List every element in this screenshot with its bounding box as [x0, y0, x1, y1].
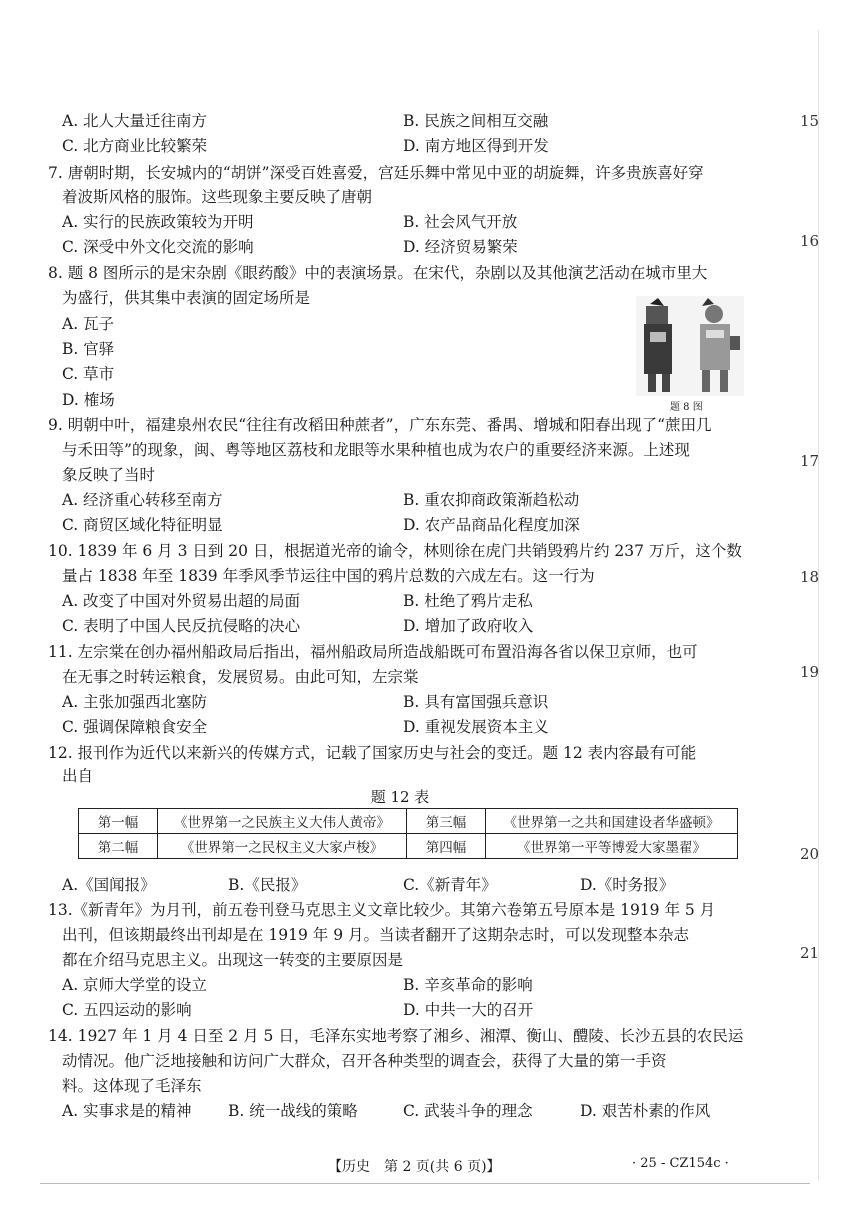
q7-stem-2: 着波斯风格的服饰。这些现象主要反映了唐朝 — [62, 188, 373, 206]
q13-stem-1: 13.《新青年》为月刊，前五卷刊登马克思主义文章比较少。其第六卷第五号原本是 1919 年 5 月 — [48, 901, 716, 919]
table-row — [79, 834, 738, 859]
q12-option-b: B.《民报》 — [228, 876, 307, 894]
q8-stem-2: 为盛行，供其集中表演的固定场所是 — [62, 289, 311, 307]
margin-number: 16 — [800, 232, 820, 250]
q8-option-b: B. 官驿 — [62, 340, 115, 358]
q8-option-d: D. 榷场 — [62, 391, 115, 409]
page-edge-divider — [818, 30, 819, 1180]
q8-stem-1: 8. 题 8 图所示的是宋杂剧《眼药酸》中的表演场景。在宋代，杂剧以及其他演艺活动在城市里大 — [48, 264, 708, 282]
q7-option-a: A. 实行的民族政策较为开明 — [62, 213, 254, 231]
q7-option-b: B. 社会风气开放 — [403, 213, 518, 231]
table-cell: 《世界第一之民权主义大家卢梭》 — [158, 834, 407, 859]
table-cell: 《世界第一之民族主义大伟人黄帝》 — [158, 809, 407, 834]
q12-table — [78, 808, 738, 859]
q13-option-d: D. 中共一大的召开 — [403, 1001, 534, 1019]
table-cell: 《世界第一平等博爱大家墨翟》 — [486, 834, 738, 859]
q8-option-a: A. 瓦子 — [62, 315, 115, 333]
q8-figure-opera-scene — [636, 296, 744, 396]
margin-number: 19 — [800, 663, 820, 681]
q10-option-c: C. 表明了中国人民反抗侵略的决心 — [62, 617, 301, 635]
q14-stem-2: 动情况。他广泛地接触和访问广大群众，召开各种类型的调查会，获得了大量的第一手资 — [62, 1052, 667, 1070]
q11-option-d: D. 重视发展资本主义 — [403, 718, 549, 736]
q10-stem-1: 10. 1839 年 6 月 3 日到 20 日，根据道光帝的谕令，林则徐在虎门共销毁鸦片约 237 万斤，这个数 — [48, 542, 742, 560]
q8-option-c: C. 草市 — [62, 365, 115, 383]
q11-option-c: C. 强调保障粮食安全 — [62, 718, 208, 736]
table-cell: 第二幅 — [79, 834, 158, 859]
q9-option-a: A. 经济重心转移至南方 — [62, 491, 223, 509]
q14-option-a: A. 实事求是的精神 — [62, 1102, 192, 1120]
table-cell: 第一幅 — [79, 809, 158, 834]
q7-option-d: D. 经济贸易繁荣 — [403, 238, 518, 256]
margin-number: 18 — [800, 568, 820, 586]
footer-code: · 25 - CZ154c · — [632, 1156, 729, 1171]
q11-option-a: A. 主张加强西北塞防 — [62, 693, 208, 711]
q13-stem-3: 都在介绍马克思主义。出现这一转变的主要原因是 — [62, 951, 404, 969]
q9-stem-3: 象反映了当时 — [62, 466, 156, 484]
q12-table-caption: 题 12 表 — [370, 788, 430, 806]
q8-figure-caption: 题 8 图 — [670, 402, 703, 413]
q10-option-d: D. 增加了政府收入 — [403, 617, 534, 635]
q10-option-a: A. 改变了中国对外贸易出超的局面 — [62, 592, 301, 610]
q6-option-d: D. 南方地区得到开发 — [403, 137, 549, 155]
margin-number: 21 — [800, 944, 820, 962]
q9-stem-1: 9. 明朝中叶，福建泉州农民“往往有改稻田种蔗者”，广东东莞、番禺、增城和阳春出现了“蔗田几 — [48, 416, 712, 434]
q14-option-d: D. 艰苦朴素的作风 — [580, 1102, 711, 1120]
margin-number: 20 — [800, 845, 820, 863]
q11-option-b: B. 具有富国强兵意识 — [403, 693, 549, 711]
q11-stem-2: 在无事之时转运粮食，发展贸易。由此可知，左宗棠 — [62, 668, 419, 686]
q13-option-c: C. 五四运动的影响 — [62, 1001, 192, 1019]
q13-option-b: B. 辛亥革命的影响 — [403, 976, 533, 994]
q6-option-c: C. 北方商业比较繁荣 — [62, 137, 208, 155]
q13-stem-2: 出刊，但该期最终出刊却是在 1919 年 9 月。当读者翻开了这期杂志时，可以发现整本杂志 — [62, 926, 690, 944]
q7-option-c: C. 深受中外文化交流的影响 — [62, 238, 254, 256]
bottom-divider — [40, 1183, 810, 1184]
q10-stem-2: 量占 1838 年至 1839 年季风季节运往中国的鸦片总数的六成左右。这一行为 — [62, 567, 595, 585]
margin-number: 17 — [800, 452, 820, 470]
q6-option-a: A. 北人大量迁往南方 — [62, 112, 208, 130]
q13-option-a: A. 京师大学堂的设立 — [62, 976, 208, 994]
q12-option-c: C.《新青年》 — [403, 876, 497, 894]
q14-stem-1: 14. 1927 年 1 月 4 日至 2 月 5 日，毛泽东实地考察了湘乡、湘潭、衡山、醴陵、长沙五县的农民运 — [48, 1027, 744, 1045]
q6-option-b: B. 民族之间相互交融 — [403, 112, 549, 130]
q10-option-b: B. 杜绝了鸦片走私 — [403, 592, 533, 610]
q9-option-c: C. 商贸区域化特征明显 — [62, 516, 223, 534]
q9-option-b: B. 重农抑商政策渐趋松动 — [403, 491, 580, 509]
table-cell: 第四幅 — [407, 834, 486, 859]
footer-page-info: 【历史 第 2 页(共 6 页)】 — [328, 1159, 501, 1175]
q9-stem-2: 与禾田等”的现象，闽、粤等地区荔枝和龙眼等水果种植也成为农户的重要经济来源。上述现 — [62, 441, 690, 459]
q12-option-d: D.《时务报》 — [580, 876, 675, 894]
q12-stem-2: 出自 — [62, 767, 94, 785]
table-cell: 第三幅 — [407, 809, 486, 834]
q11-stem-1: 11. 左宗棠在创办福州船政局后指出，福州船政局所造战船既可布置沿海各省以保卫京师，也可 — [48, 643, 698, 661]
q9-option-d: D. 农产品商品化程度加深 — [403, 516, 580, 534]
table-cell: 《世界第一之共和国建设者华盛顿》 — [486, 809, 738, 834]
q12-stem-1: 12. 报刊作为近代以来新兴的传媒方式，记载了国家历史与社会的变迁。题 12 表内容最有可能 — [48, 744, 697, 762]
table-row — [79, 809, 738, 834]
q12-option-a: A.《国闻报》 — [62, 876, 156, 894]
margin-number: 15 — [800, 112, 820, 130]
q7-stem-1: 7. 唐朝时期，长安城内的“胡饼”深受百姓喜爱，宫廷乐舞中常见中亚的胡旋舞，许多贵族喜好穿 — [48, 164, 704, 182]
q14-option-c: C. 武装斗争的理念 — [403, 1102, 533, 1120]
q14-option-b: B. 统一战线的策略 — [228, 1102, 358, 1120]
q14-stem-3: 料。这体现了毛泽东 — [62, 1077, 202, 1095]
